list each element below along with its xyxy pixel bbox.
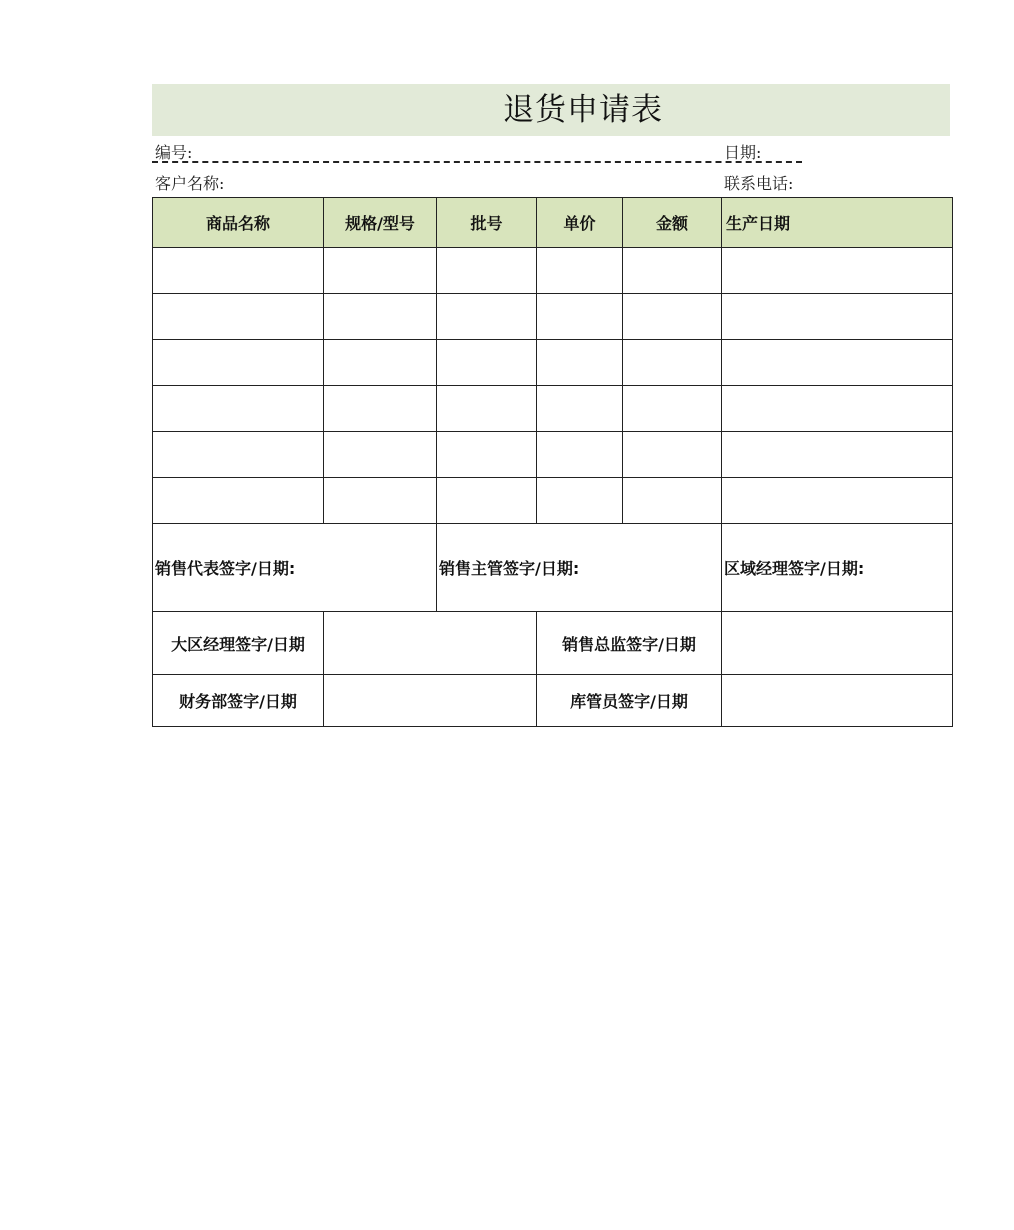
header-batch-number: 批号 [437,198,537,248]
return-form-table-viewport [152,197,865,732]
table-row [153,432,953,478]
regional-manager-signature-cell[interactable]: 区域经理签字/日期: [722,524,953,612]
number-label: 编号: [155,143,193,162]
warehouse-signature-label: 库管员签字/日期 [537,675,722,727]
cell-product-name[interactable] [153,340,324,386]
cell-amount[interactable] [623,248,722,294]
cell-spec-model[interactable] [324,386,437,432]
table-header-row [153,198,953,248]
cell-production-date[interactable] [722,478,953,524]
sales-director-signature-field[interactable] [722,612,953,675]
cell-product-name[interactable] [153,248,324,294]
table-row [153,340,953,386]
cell-unit-price[interactable] [537,478,623,524]
area-manager-signature-field[interactable] [324,612,537,675]
cell-amount[interactable] [623,386,722,432]
customer-label: 客户名称: [155,174,225,193]
cell-production-date[interactable] [722,386,953,432]
cell-product-name[interactable] [153,432,324,478]
cell-unit-price[interactable] [537,294,623,340]
cell-amount[interactable] [623,432,722,478]
phone-label: 联系电话: [724,174,794,193]
header-spec-model: 规格/型号 [324,198,437,248]
cell-batch-number[interactable] [437,340,537,386]
cell-batch-number[interactable] [437,478,537,524]
table-row [153,478,953,524]
header-production-date: 生产日期 [722,198,953,248]
cell-production-date[interactable] [722,432,953,478]
cell-amount[interactable] [623,478,722,524]
cell-product-name[interactable] [153,478,324,524]
signature-row-finance [153,675,953,727]
date-label: 日期: [724,143,762,162]
cell-amount[interactable] [623,340,722,386]
cell-unit-price[interactable] [537,432,623,478]
table-row [153,294,953,340]
cell-spec-model[interactable] [324,478,437,524]
signature-row-managers [153,612,953,675]
cell-batch-number[interactable] [437,386,537,432]
finance-signature-label: 财务部签字/日期 [153,675,324,727]
cell-product-name[interactable] [153,294,324,340]
dashed-divider [152,161,802,163]
cell-batch-number[interactable] [437,294,537,340]
form-title: 退货申请表 [503,92,663,128]
cell-batch-number[interactable] [437,432,537,478]
cell-spec-model[interactable] [324,248,437,294]
signature-row-reps [153,524,953,612]
table-row [153,386,953,432]
cell-production-date[interactable] [722,294,953,340]
header-amount: 金额 [623,198,722,248]
cell-spec-model[interactable] [324,340,437,386]
area-manager-signature-label: 大区经理签字/日期 [153,612,324,675]
cell-spec-model[interactable] [324,432,437,478]
header-unit-price: 单价 [537,198,623,248]
cell-unit-price[interactable] [537,248,623,294]
warehouse-signature-field[interactable] [722,675,953,727]
header-product-name: 商品名称 [153,198,324,248]
cell-amount[interactable] [623,294,722,340]
cell-unit-price[interactable] [537,340,623,386]
sales-supervisor-signature-cell[interactable]: 销售主管签字/日期: [437,524,722,612]
return-form-table [152,197,953,727]
cell-spec-model[interactable] [324,294,437,340]
sales-director-signature-label: 销售总监签字/日期 [537,612,722,675]
finance-signature-field[interactable] [324,675,537,727]
table-row [153,248,953,294]
sales-rep-signature-cell[interactable]: 销售代表签字/日期: [153,524,437,612]
cell-production-date[interactable] [722,340,953,386]
cell-product-name[interactable] [153,386,324,432]
cell-unit-price[interactable] [537,386,623,432]
cell-batch-number[interactable] [437,248,537,294]
cell-production-date[interactable] [722,248,953,294]
